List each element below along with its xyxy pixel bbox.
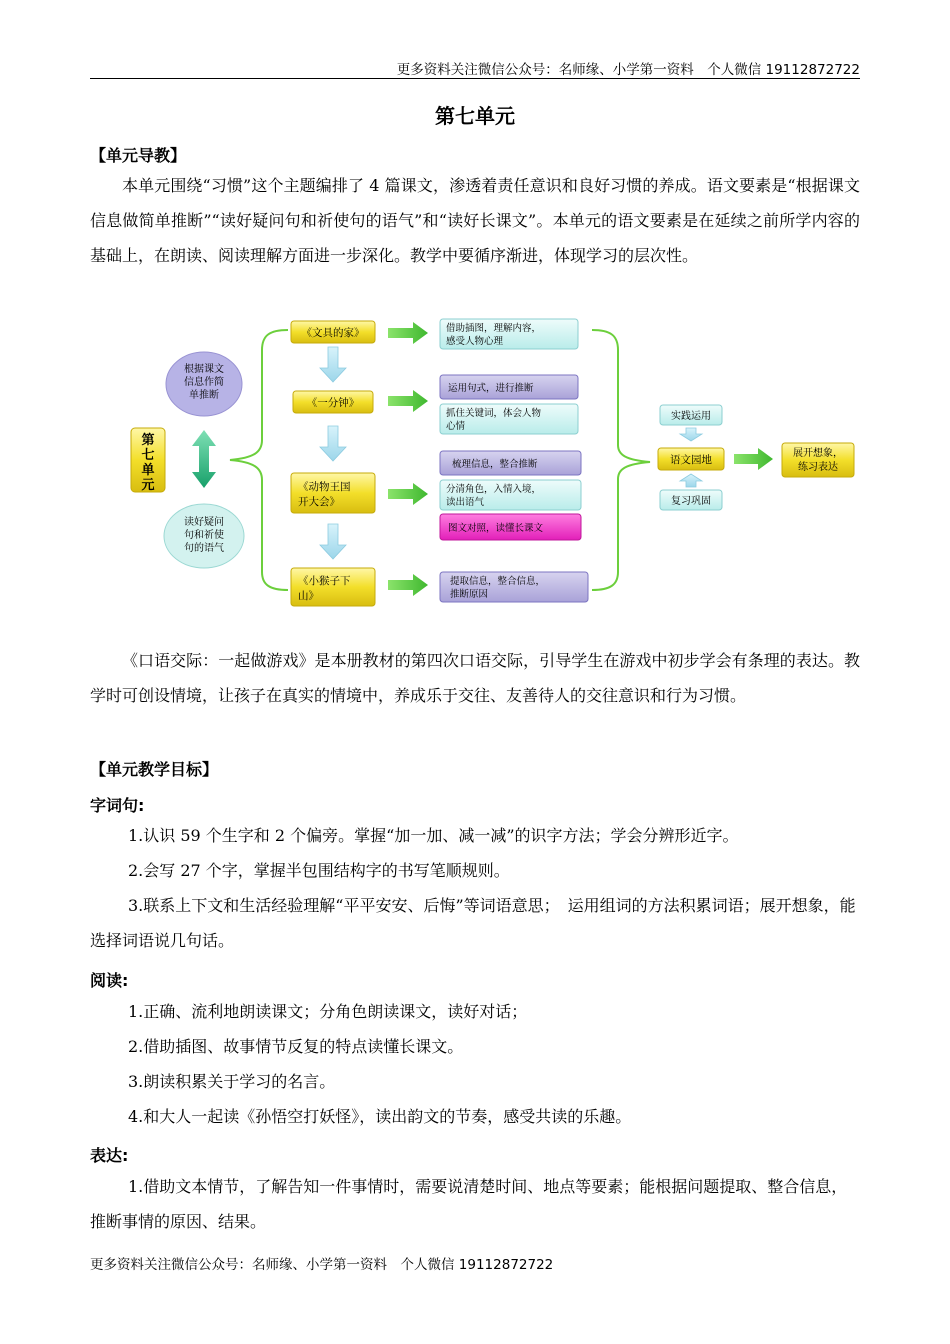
reading-item-1: 1.正确、流利地朗读课文；分角色朗读课文，读好对话； xyxy=(128,1002,528,1021)
down-arrow-icon xyxy=(320,426,346,461)
expression-heading: 表达: xyxy=(90,1146,129,1165)
svg-text:提取信息，整合信息，: 提取信息，整合信息， xyxy=(450,576,546,587)
intro-paragraph: 本单元围绕“习惯”这个主题编排了 4 篇课文，渗透着责任意识和良好习惯的养成。语文要素是“根据课文信息做简单推断”“读好疑问句和祈使句的语气”和“读好长课文”。本单元的语文要素是在延续之前所学内容的基础上，在朗读、阅读理解方面进一步深化。教学中要循序渐进，体现学习的层次性。 xyxy=(90,176,860,265)
point-box-3-3 xyxy=(440,514,581,540)
lesson-box-3 xyxy=(291,473,375,513)
words-item-2: 2.会写 27 个字，掌握半包围结构字的书写笔顺规则。 xyxy=(128,861,510,880)
words-item-1: 1.认识 59 个生字和 2 个偏旁。掌握“加一加、减一减”的识字方法；学会分辨形近字。 xyxy=(128,826,739,845)
review-box xyxy=(660,490,722,510)
svg-text:信息作简: 信息作简 xyxy=(184,377,224,388)
svg-text:实践运用: 实践运用 xyxy=(671,411,711,422)
unit-char-4: 元 xyxy=(141,478,155,493)
oral-paragraph: 《口语交际：一起做游戏》是本册教材的第四次口语交际，引导学生在游戏中初步学会有条理的表达。教学时可创设情境，让孩子在真实的情境中，养成乐于交往、友善待人的交往意识和行为习惯。 xyxy=(90,651,860,705)
svg-text:推断原因: 推断原因 xyxy=(450,589,489,600)
up-arrow-icon xyxy=(680,474,702,487)
svg-text:抓住关键词，体会人物: 抓住关键词，体会人物 xyxy=(446,408,542,419)
point-box-1-1 xyxy=(440,319,578,349)
point-box-2-2 xyxy=(440,404,578,434)
unit-char-1: 第 xyxy=(141,433,155,448)
right-bracket xyxy=(592,330,650,590)
svg-text:句和祈使: 句和祈使 xyxy=(184,530,224,541)
down-arrow-icon xyxy=(320,347,346,382)
svg-text:心情: 心情 xyxy=(446,421,466,432)
svg-text:《文具的家》: 《文具的家》 xyxy=(301,327,365,339)
lesson-box-4 xyxy=(291,568,375,606)
right-arrow-icon xyxy=(388,483,428,505)
double-arrow-icon xyxy=(192,430,216,488)
svg-text:运用句式，进行推断: 运用句式，进行推断 xyxy=(448,383,534,394)
svg-text:根据课文: 根据课文 xyxy=(184,364,224,375)
svg-text:开大会》: 开大会》 xyxy=(298,496,340,508)
practice-box xyxy=(660,405,722,425)
garden-box xyxy=(658,448,724,470)
reading-item-3: 3.朗读积累关于学习的名言。 xyxy=(128,1072,336,1091)
svg-text:读出语气: 读出语气 xyxy=(446,497,485,508)
svg-text:《小猴子下: 《小猴子下 xyxy=(298,575,351,587)
unit-char-3: 单 xyxy=(141,463,155,478)
unit-diagram xyxy=(120,310,870,610)
point-box-3-2 xyxy=(440,480,581,510)
page-header: 更多资料关注微信公众号：名师缘、小学第一资料 个人微信 19112872722 xyxy=(396,62,860,78)
svg-text:山》: 山》 xyxy=(298,590,319,602)
svg-text:展开想象，: 展开想象， xyxy=(793,448,843,459)
svg-text:练习表达: 练习表达 xyxy=(798,462,838,473)
svg-text:借助插图，理解内容，: 借助插图，理解内容， xyxy=(446,323,542,334)
down-arrow-icon xyxy=(680,428,702,441)
svg-text:梳理信息，整合推断: 梳理信息，整合推断 xyxy=(452,459,538,470)
svg-text:读好疑问: 读好疑问 xyxy=(184,517,224,528)
right-arrow-icon xyxy=(388,574,428,596)
right-arrow-icon xyxy=(388,322,428,344)
right-arrow-icon xyxy=(388,390,428,412)
svg-text:《动物王国: 《动物王国 xyxy=(298,481,351,493)
intro-heading: 【单元导教】 xyxy=(90,146,187,165)
words-item-3: 3.联系上下文和生活经验理解“平平安安、后悔”等词语意思； 运用组词的方法积累词语；展开想象，能选择词语说几句话。 xyxy=(90,896,856,950)
expression-item-1: 1.借助文本情节，了解告知一件事情时，需要说清楚时间、地点等要素；能根据问题提取、整合信息，推断事情的原因、结果。 xyxy=(90,1177,848,1231)
point-box-4-1 xyxy=(440,572,588,602)
unit-label-box xyxy=(131,428,165,493)
svg-text:《一分钟》: 《一分钟》 xyxy=(306,397,360,409)
unit-char-2: 七 xyxy=(141,448,155,463)
down-arrow-icon xyxy=(320,524,346,559)
svg-text:语文园地: 语文园地 xyxy=(670,454,712,466)
svg-text:句的语气: 句的语气 xyxy=(184,543,224,554)
svg-text:复习巩固: 复习巩固 xyxy=(671,496,711,507)
reading-item-4: 4.和大人一起读《孙悟空打妖怪》，读出韵文的节奏，感受共读的乐趣。 xyxy=(128,1107,632,1126)
outcome-box xyxy=(782,443,854,477)
right-arrow-icon xyxy=(734,448,773,470)
goals-heading: 【单元教学目标】 xyxy=(90,760,219,779)
svg-text:感受人物心理: 感受人物心理 xyxy=(446,336,504,347)
point-box-3-1 xyxy=(440,451,581,475)
lesson-box-1 xyxy=(291,321,375,343)
point-box-2-1 xyxy=(440,375,578,399)
reading-item-2: 2.借助插图、故事情节反复的特点读懂长课文。 xyxy=(128,1037,464,1056)
svg-text:图文对照，读懂长课文: 图文对照，读懂长课文 xyxy=(448,523,544,534)
page-footer: 更多资料关注微信公众号：名师缘、小学第一资料 个人微信 19112872722 xyxy=(90,1257,554,1273)
lesson-box-2 xyxy=(293,391,373,413)
svg-text:单推断: 单推断 xyxy=(189,390,219,401)
page-title: 第七单元 xyxy=(435,104,515,128)
goal-ellipse-2 xyxy=(164,504,244,568)
header-divider xyxy=(90,78,860,79)
svg-text:分清角色，入情入境，: 分清角色，入情入境， xyxy=(446,484,542,495)
goal-ellipse-1 xyxy=(166,352,242,416)
words-heading: 字词句: xyxy=(90,796,145,815)
reading-heading: 阅读: xyxy=(90,971,129,990)
